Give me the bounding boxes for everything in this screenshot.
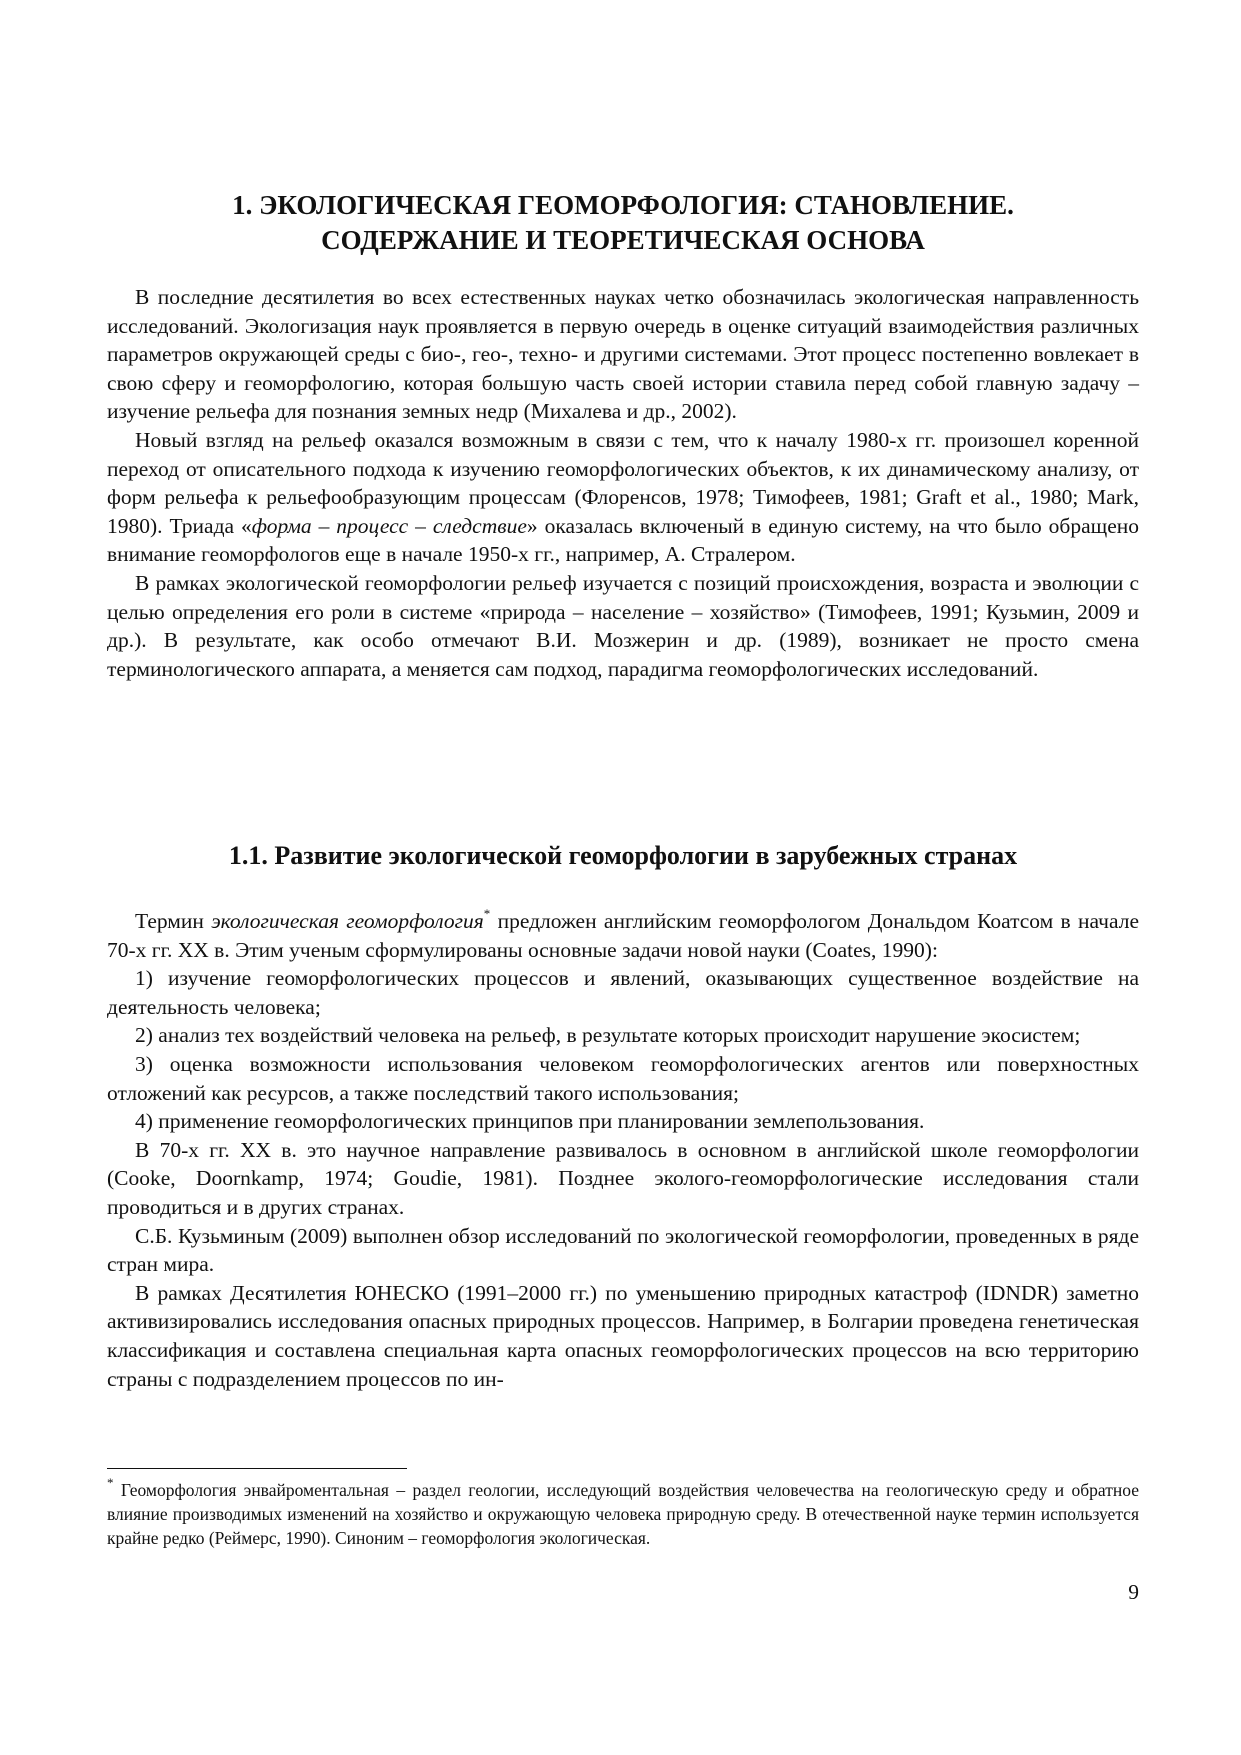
intro-paragraph-3: В рамках экологической геоморфологии рельеф изучается с позиций происхождения, возраста и эволюции с целью определения его роли в системе «природа – население – хозяйство» (Тимофеев, 1991; Кузьмин, 2009 и др.). В результате, как особо отмечают В.И. Мозжерин и др. (1989), возникает не просто смена терминологического аппарата, а меняется сам подход, парадигма геоморфологических исследований. — [107, 570, 1139, 681]
intro-paragraph-2 — [107, 426, 1139, 569]
section-paragraph-1 — [107, 907, 1139, 964]
section-paragraph-1-text-a: Термин — [135, 909, 212, 933]
footnote-reference: * — [483, 905, 491, 921]
chapter-title-line-1: 1. ЭКОЛОГИЧЕСКАЯ ГЕОМОРФОЛОГИЯ: СТАНОВЛЕНИЕ. — [232, 190, 1014, 220]
section-text — [107, 907, 1139, 1393]
section-paragraph-2: В 70-х гг. XX в. это научное направление развивалось в основном в английской школе геоморфологии (Cooke, Doornkamp, 1974; Goudie, 1981). Позднее эколого-геоморфологические исследования стали проводиться и в других странах. — [107, 1137, 1139, 1219]
chapter-title — [107, 188, 1139, 258]
task-item-4: 4) применение геоморфологических принципов при планировании землепользования. — [135, 1109, 925, 1134]
intro-paragraph-2-text-a: Новый взгляд на рельеф оказался возможным в связи с тем, что к началу 1980-х гг. произошел коренной переход от описательного подхода к изучению геоморфологических объектов, к их динамическому анализу, от форм рельефа к рельефообразующим процессам (Флоренсов, 1978; Тимофеев, 1981; Graft et al., 1980; Mark, 1980). Триада « — [107, 427, 1139, 538]
footnote-mark: * — [107, 1475, 114, 1491]
task-item-3: 3) оценка возможности использования человеком геоморфологических агентов или поверхностных отложений как ресурсов, а также последствий такого использования; — [107, 1051, 1139, 1105]
task-item-2: 2) анализ тех воздействий человека на рельеф, в результате которых происходит нарушение экосистем; — [135, 1023, 1081, 1048]
footnote-text: Геоморфология энвайроментальная – раздел геологии, исследующий воздействия человечества на геологическую среду и обратное влияние производимых изменений на хозяйство и окружающую человека природную среду. В отечественной науке термин используется крайне редко (Реймерс, 1990). Синоним – геоморфология экологическая. — [107, 1480, 1139, 1548]
intro-paragraph-1: В последние десятилетия во всех естественных науках четко обозначилась экологическая направленность исследований. Экологизация наук проявляется в первую очередь в оценке ситуаций взаимодействия различных параметров окружающей среды с био-, гео-, техно- и другими системами. Этот процесс постепенно вовлекает в свою сферу и геоморфологию, которая большую часть своей истории ставила перед собой главную задачу – изучение рельефа для познания земных недр (Михалева и др., 2002). — [107, 285, 1139, 424]
footnote-divider — [107, 1468, 407, 1469]
term-italic: экологическая геоморфология — [211, 909, 484, 933]
section-title: 1.1. Развитие экологической геоморфологии в зарубежных странах — [228, 841, 1018, 870]
footnote — [107, 1475, 1139, 1550]
section-paragraph-1-text-b: предложен английским геоморфологом Дональдом Коатсом в начале 70-х гг. XX в. Этим ученым сформулированы основные задачи новой науки (Coates, 1990): — [107, 909, 1139, 962]
chapter-title-line-2: СОДЕРЖАНИЕ И ТЕОРЕТИЧЕСКАЯ ОСНОВА — [321, 225, 925, 255]
intro-text — [107, 283, 1139, 683]
intro-paragraph-2-text-b: » оказалась включеный в единую систему, на что было обращено внимание геоморфологов еще в начале 1950-х гг., например, А. Стралером. — [107, 513, 1140, 567]
section-paragraph-4: В рамках Десятилетия ЮНЕСКО (1991–2000 гг.) по уменьшению природных катастроф (IDNDR) заметно активизировались исследования опасных природных процессов. Например, в Болгарии проведена генетическая классификация и составлена специальная карта опасных геоморфологических процессов на всю территорию страны с подразделением процессов по ин- — [107, 1280, 1139, 1391]
page-number: 9 — [1128, 1580, 1139, 1604]
section-paragraph-3: С.Б. Кузьминым (2009) выполнен обзор исследований по экологической геоморфологии, проведенных в ряде стран мира. — [107, 1223, 1139, 1277]
task-item-1: 1) изучение геоморфологических процессов и явлений, оказывающих существенное воздействие на деятельность человека; — [107, 966, 1139, 1019]
document-page — [107, 0, 1139, 1755]
triad-italic: форма – процесс – следствие — [251, 513, 527, 538]
